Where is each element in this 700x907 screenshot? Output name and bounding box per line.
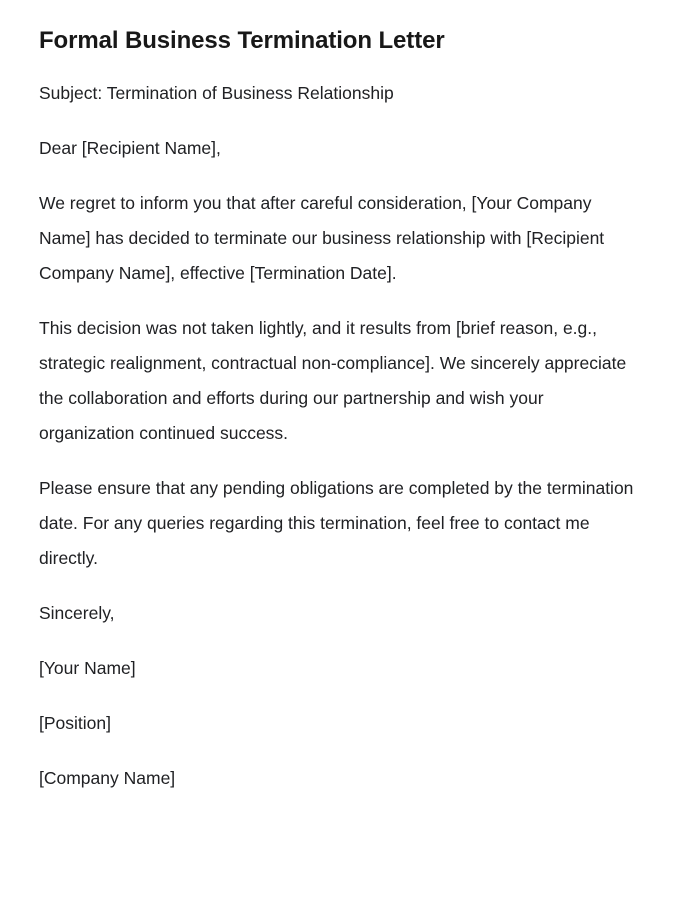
body-paragraph-3: Please ensure that any pending obligations are completed by the termination date. For any queries regarding this termination, feel free to contact me directly. bbox=[39, 478, 634, 568]
signature-name: [Your Name] bbox=[39, 658, 136, 678]
salutation: Dear [Recipient Name], bbox=[39, 138, 221, 158]
signature-company: [Company Name] bbox=[39, 768, 176, 788]
letter-body bbox=[39, 76, 639, 796]
page-title: Formal Business Termination Letter bbox=[39, 27, 445, 54]
closing-salutation: Sincerely, bbox=[39, 603, 115, 623]
subject-line: Subject: Termination of Business Relationship bbox=[39, 83, 394, 103]
body-paragraph-1: We regret to inform you that after careful consideration, [Your Company Name] has decided to terminate our business relationship with [Recipient Company Name], effective [Termination Date]. bbox=[39, 193, 605, 283]
body-paragraph-2: This decision was not taken lightly, and it results from [brief reason, e.g., strategic realignment, contractual non-compliance]. We sincerely appreciate the collaboration and efforts during our partnership and wish your organization continued success. bbox=[39, 318, 627, 443]
signature-position: [Position] bbox=[39, 713, 111, 733]
